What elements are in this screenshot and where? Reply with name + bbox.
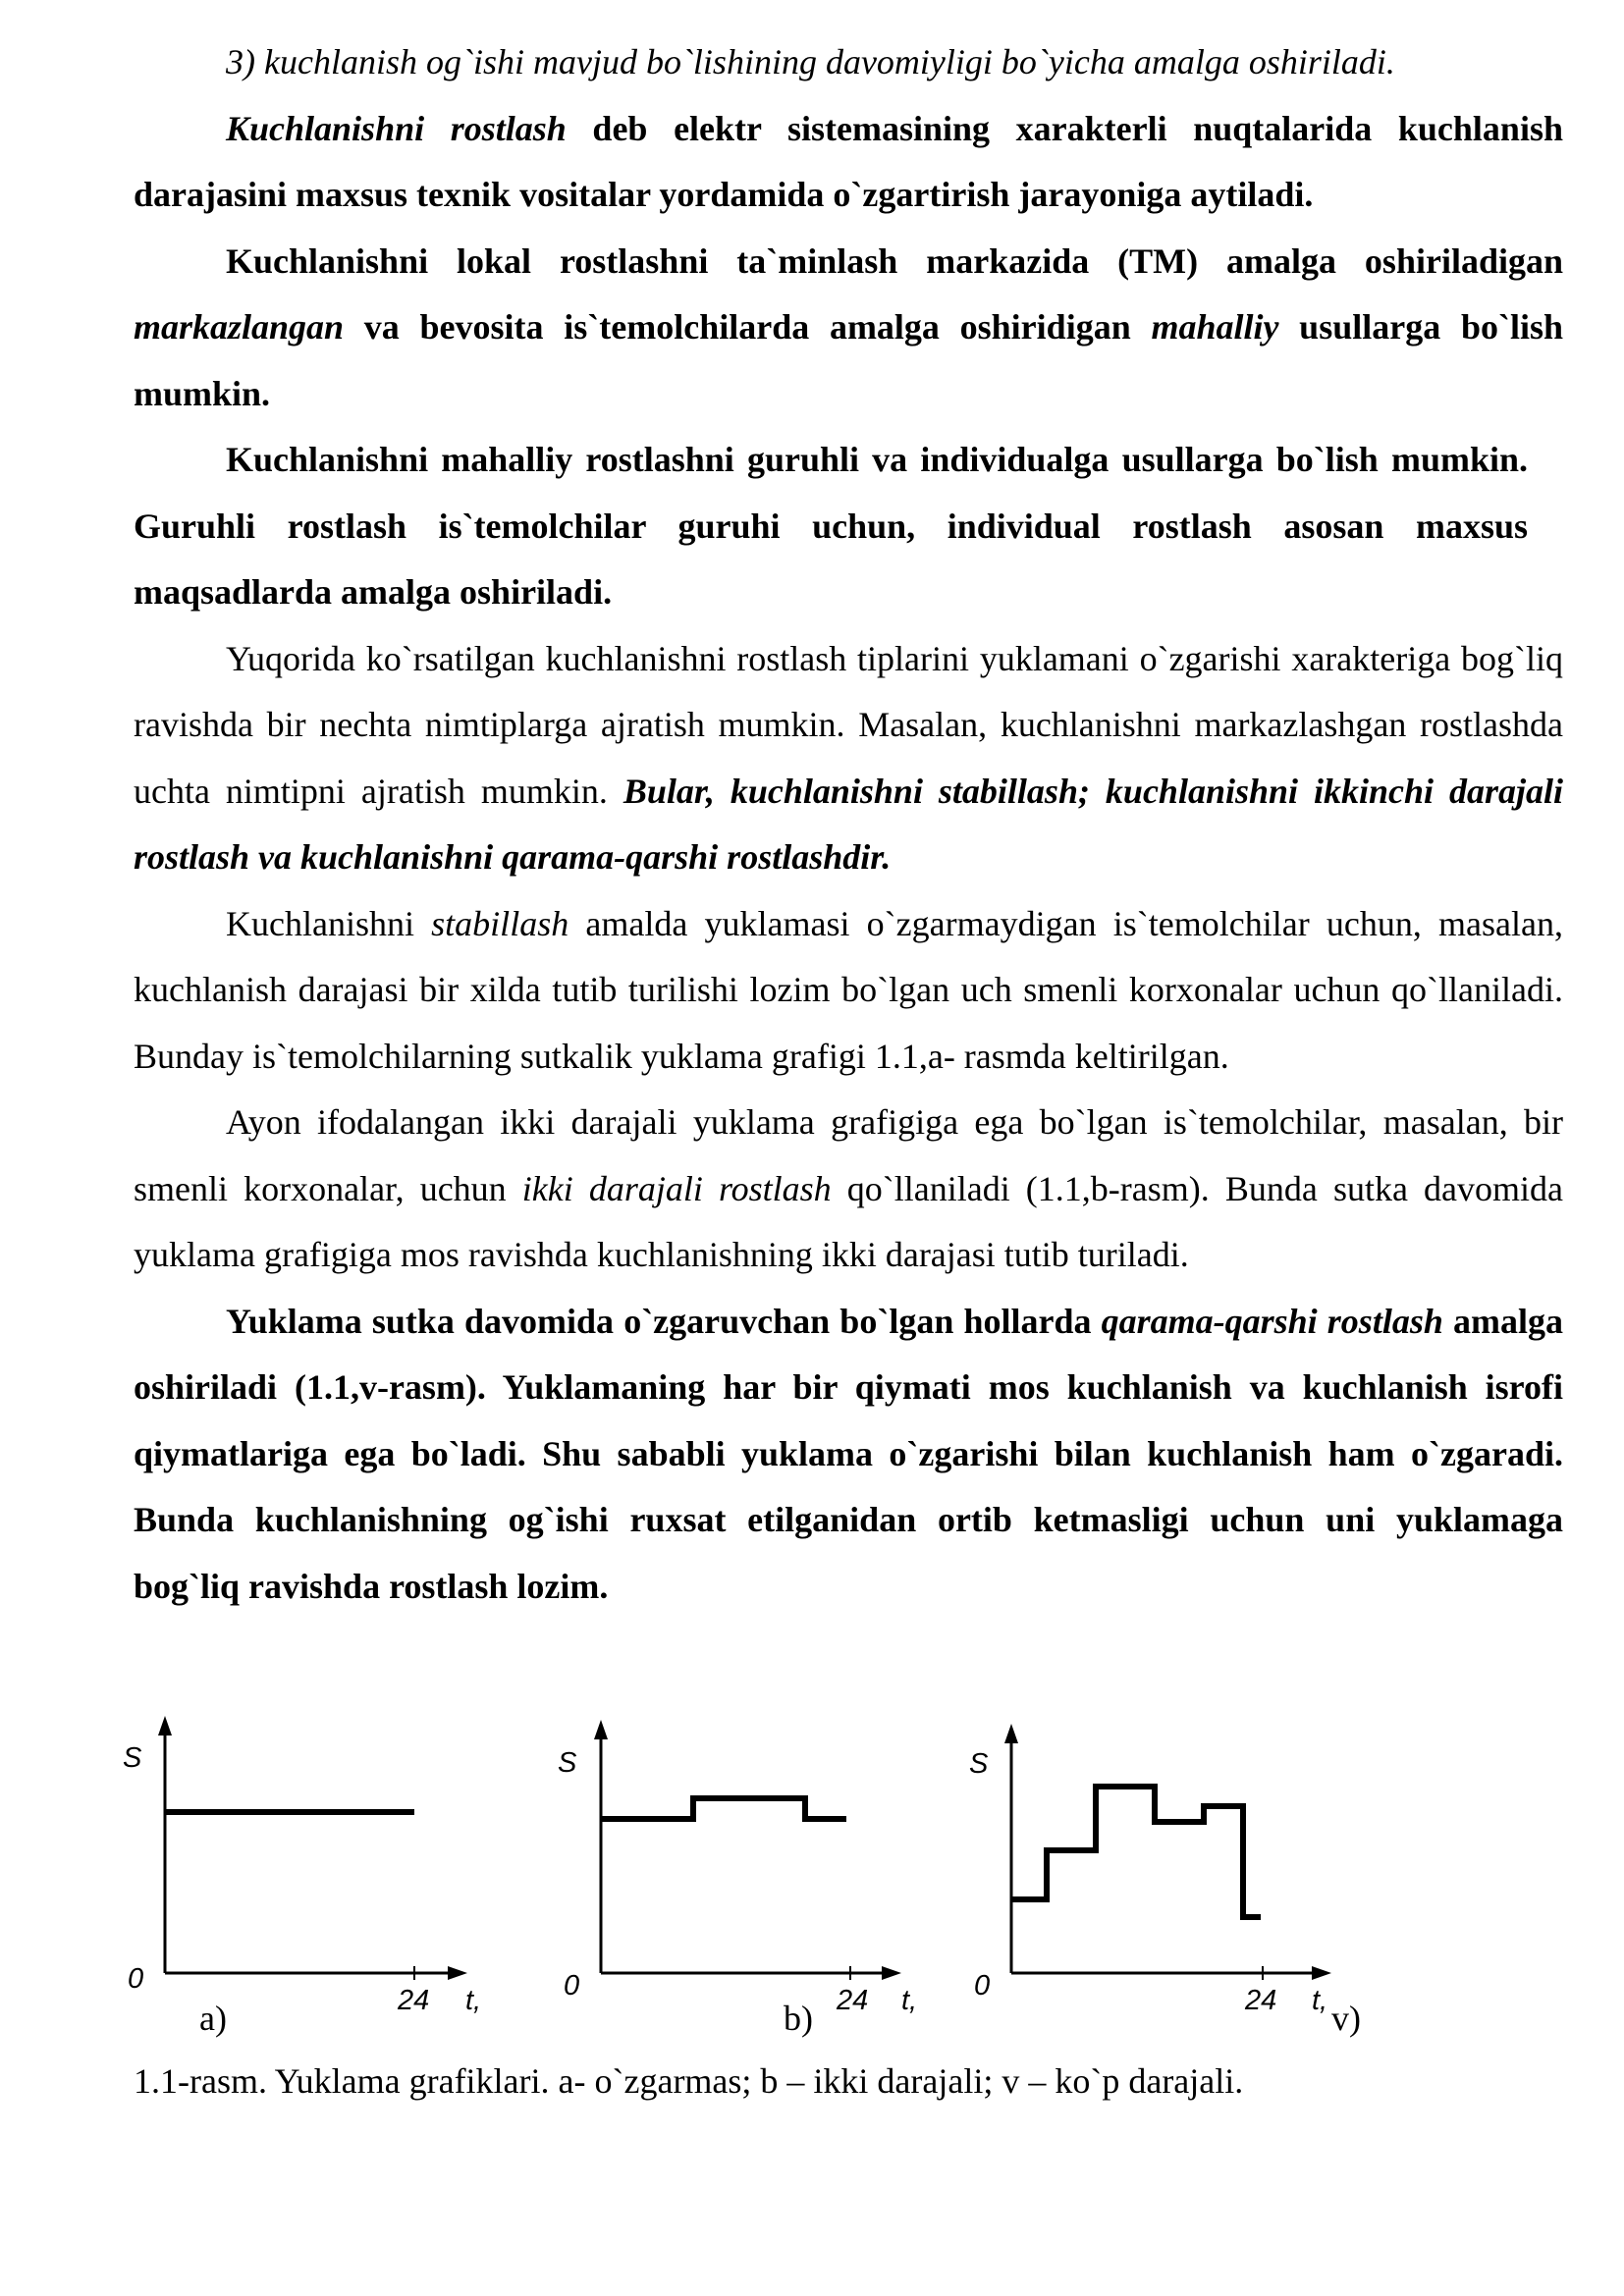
load-curve-v	[1011, 1787, 1261, 1917]
x-axis-arrow	[1312, 1966, 1331, 1980]
term-mahalliy: mahalliy	[1151, 307, 1279, 347]
fig-b-panel-label: b)	[784, 1999, 813, 2038]
paragraph-5-emphasis: Bular, kuchlanishni stabillash; kuchlanishni ikkinchi darajali rostlash va kuchlanishni qarama-qarshi rostlashdir.	[134, 771, 1563, 877]
fig-a-y-label: S	[123, 1742, 142, 1774]
fig-a-panel-label: a)	[199, 1999, 227, 2038]
fig-v-origin: 0	[974, 1970, 991, 2002]
fig-b-origin: 0	[564, 1970, 580, 2002]
fig-a-x-label: t,	[465, 1985, 482, 2016]
x-axis-arrow	[882, 1966, 901, 1980]
fig-b-x-tick-label: 24	[837, 1985, 869, 2016]
y-axis-arrow	[594, 1720, 608, 1739]
term-markazlangan: markazlangan	[134, 307, 345, 347]
fig-v-x-label: t,	[1312, 1985, 1328, 2016]
fig-v-y-label: S	[969, 1748, 989, 1780]
paragraph-3-text-a: Kuchlanishni lokal rostlashni ta`minlash markazida (TM) amalga oshiriladigan	[226, 240, 1563, 281]
paragraph-6-text-a: Kuchlanishni	[226, 903, 432, 943]
paragraph-1: 3) kuchlanish og`ishi mavjud bo`lishining davomiyligi bo`yicha amalga oshiriladi.	[226, 42, 1395, 81]
y-axis-arrow	[1004, 1724, 1018, 1743]
term-stabillash: stabillash	[431, 903, 569, 943]
paragraph-8	[134, 1289, 1563, 1621]
figure-caption: 1.1-rasm. Yuklama grafiklari. a- o`zgarmas; b – ikki darajali; v – ko`p darajali.	[134, 2061, 1244, 2101]
paragraph-3-text-b: va bevosita is`temolchilarda amalga oshiridigan	[344, 307, 1152, 347]
fig-b-x-label: t,	[901, 1985, 918, 2016]
paragraph-5	[134, 626, 1563, 891]
paragraph-7-text-b: qo`llaniladi (1.1,b-rasm). Bunda sutka davomida yuklama grafigiga mos ravishda kuchlanishning ikki darajasi tutib turiladi.	[134, 1168, 1563, 1274]
fig-v-x-tick-label: 24	[1245, 1985, 1277, 2016]
paragraph-2	[134, 96, 1563, 229]
paragraph-3-text-c: usullarga bo`lish mumkin.	[134, 307, 1563, 413]
paragraph-6-text-b: amalda yuklamasi o`zgarmaydigan is`temolchilar uchun, masalan, kuchlanish darajasi bir xilda tutib turilishi lozim bo`lgan uch smenli korxonalar uchun qo`llaniladi. Bunday is`temolchilarning sutkalik yuklama grafigi 1.1,a- rasmda keltirilgan.	[134, 903, 1563, 1076]
paragraph-8-text-b: amalga oshiriladi (1.1,v-rasm). Yuklamaning har bir qiymati mos kuchlanish va kuchlanish isrofi qiymatlariga ega bo`ladi. Shu sababli yuklama o`zgarishi bilan kuchlanish ham o`zgaradi. Bunda kuchlanishning og`ishi ruxsat etilganidan ortib ketmasligi uchun uni yuklamaga bog`liq ravishda rostlash lozim.	[134, 1301, 1563, 1606]
term-kuchlanishni-rostlash: Kuchlanishni rostlash	[226, 108, 567, 148]
paragraph-5-text: Yuqorida ko`rsatilgan kuchlanishni rostlash tiplarini yuklamani o`zgarishi xarakteriga bog`liq ravishda bir nechta nimtiplarga ajratish mumkin. Masalan, kuchlanishni markazlashgan rostlashda uchta nimtipni ajratish mumkin.	[134, 638, 1563, 811]
paragraph-8-text-a: Yuklama sutka davomida o`zgaruvchan bo`lgan hollarda	[226, 1301, 1102, 1341]
paragraph-6	[134, 891, 1563, 1091]
document-page	[134, 29, 1563, 1620]
x-axis-arrow	[448, 1966, 467, 1980]
fig-a-origin: 0	[128, 1963, 144, 1995]
fig-v-panel-label: v)	[1331, 1999, 1361, 2038]
load-curve-b	[601, 1798, 846, 1819]
paragraph-4: Kuchlanishni mahalliy rostlashni guruhli va individualga usullarga bo`lish mumkin. Guruhli rostlash is`temolchilar guruhi uchun, individual rostlash asosan maxsus maqsadlarda amalga oshiriladi.	[134, 440, 1528, 612]
fig-a-x-tick-label: 24	[398, 1985, 430, 2016]
term-ikki-darajali-rostlash: ikki darajali rostlash	[521, 1168, 832, 1208]
y-axis-arrow	[158, 1716, 172, 1735]
paragraph-3	[134, 229, 1563, 428]
paragraph-2-text: deb elektr sistemasining xarakterli nuqtalarida kuchlanish darajasini maxsus texnik vositalar yordamida o`zgartirish jarayoniga aytiladi.	[134, 108, 1563, 214]
term-qarama-qarshi-rostlash: qarama-qarshi rostlash	[1101, 1301, 1443, 1341]
fig-b-y-label: S	[558, 1747, 577, 1779]
paragraph-7	[134, 1090, 1563, 1289]
paragraph-7-text-a: Ayon ifodalangan ikki darajali yuklama grafigiga ega bo`lgan is`temolchilar, masalan, bir smenli korxonalar, uchun	[134, 1102, 1563, 1208]
